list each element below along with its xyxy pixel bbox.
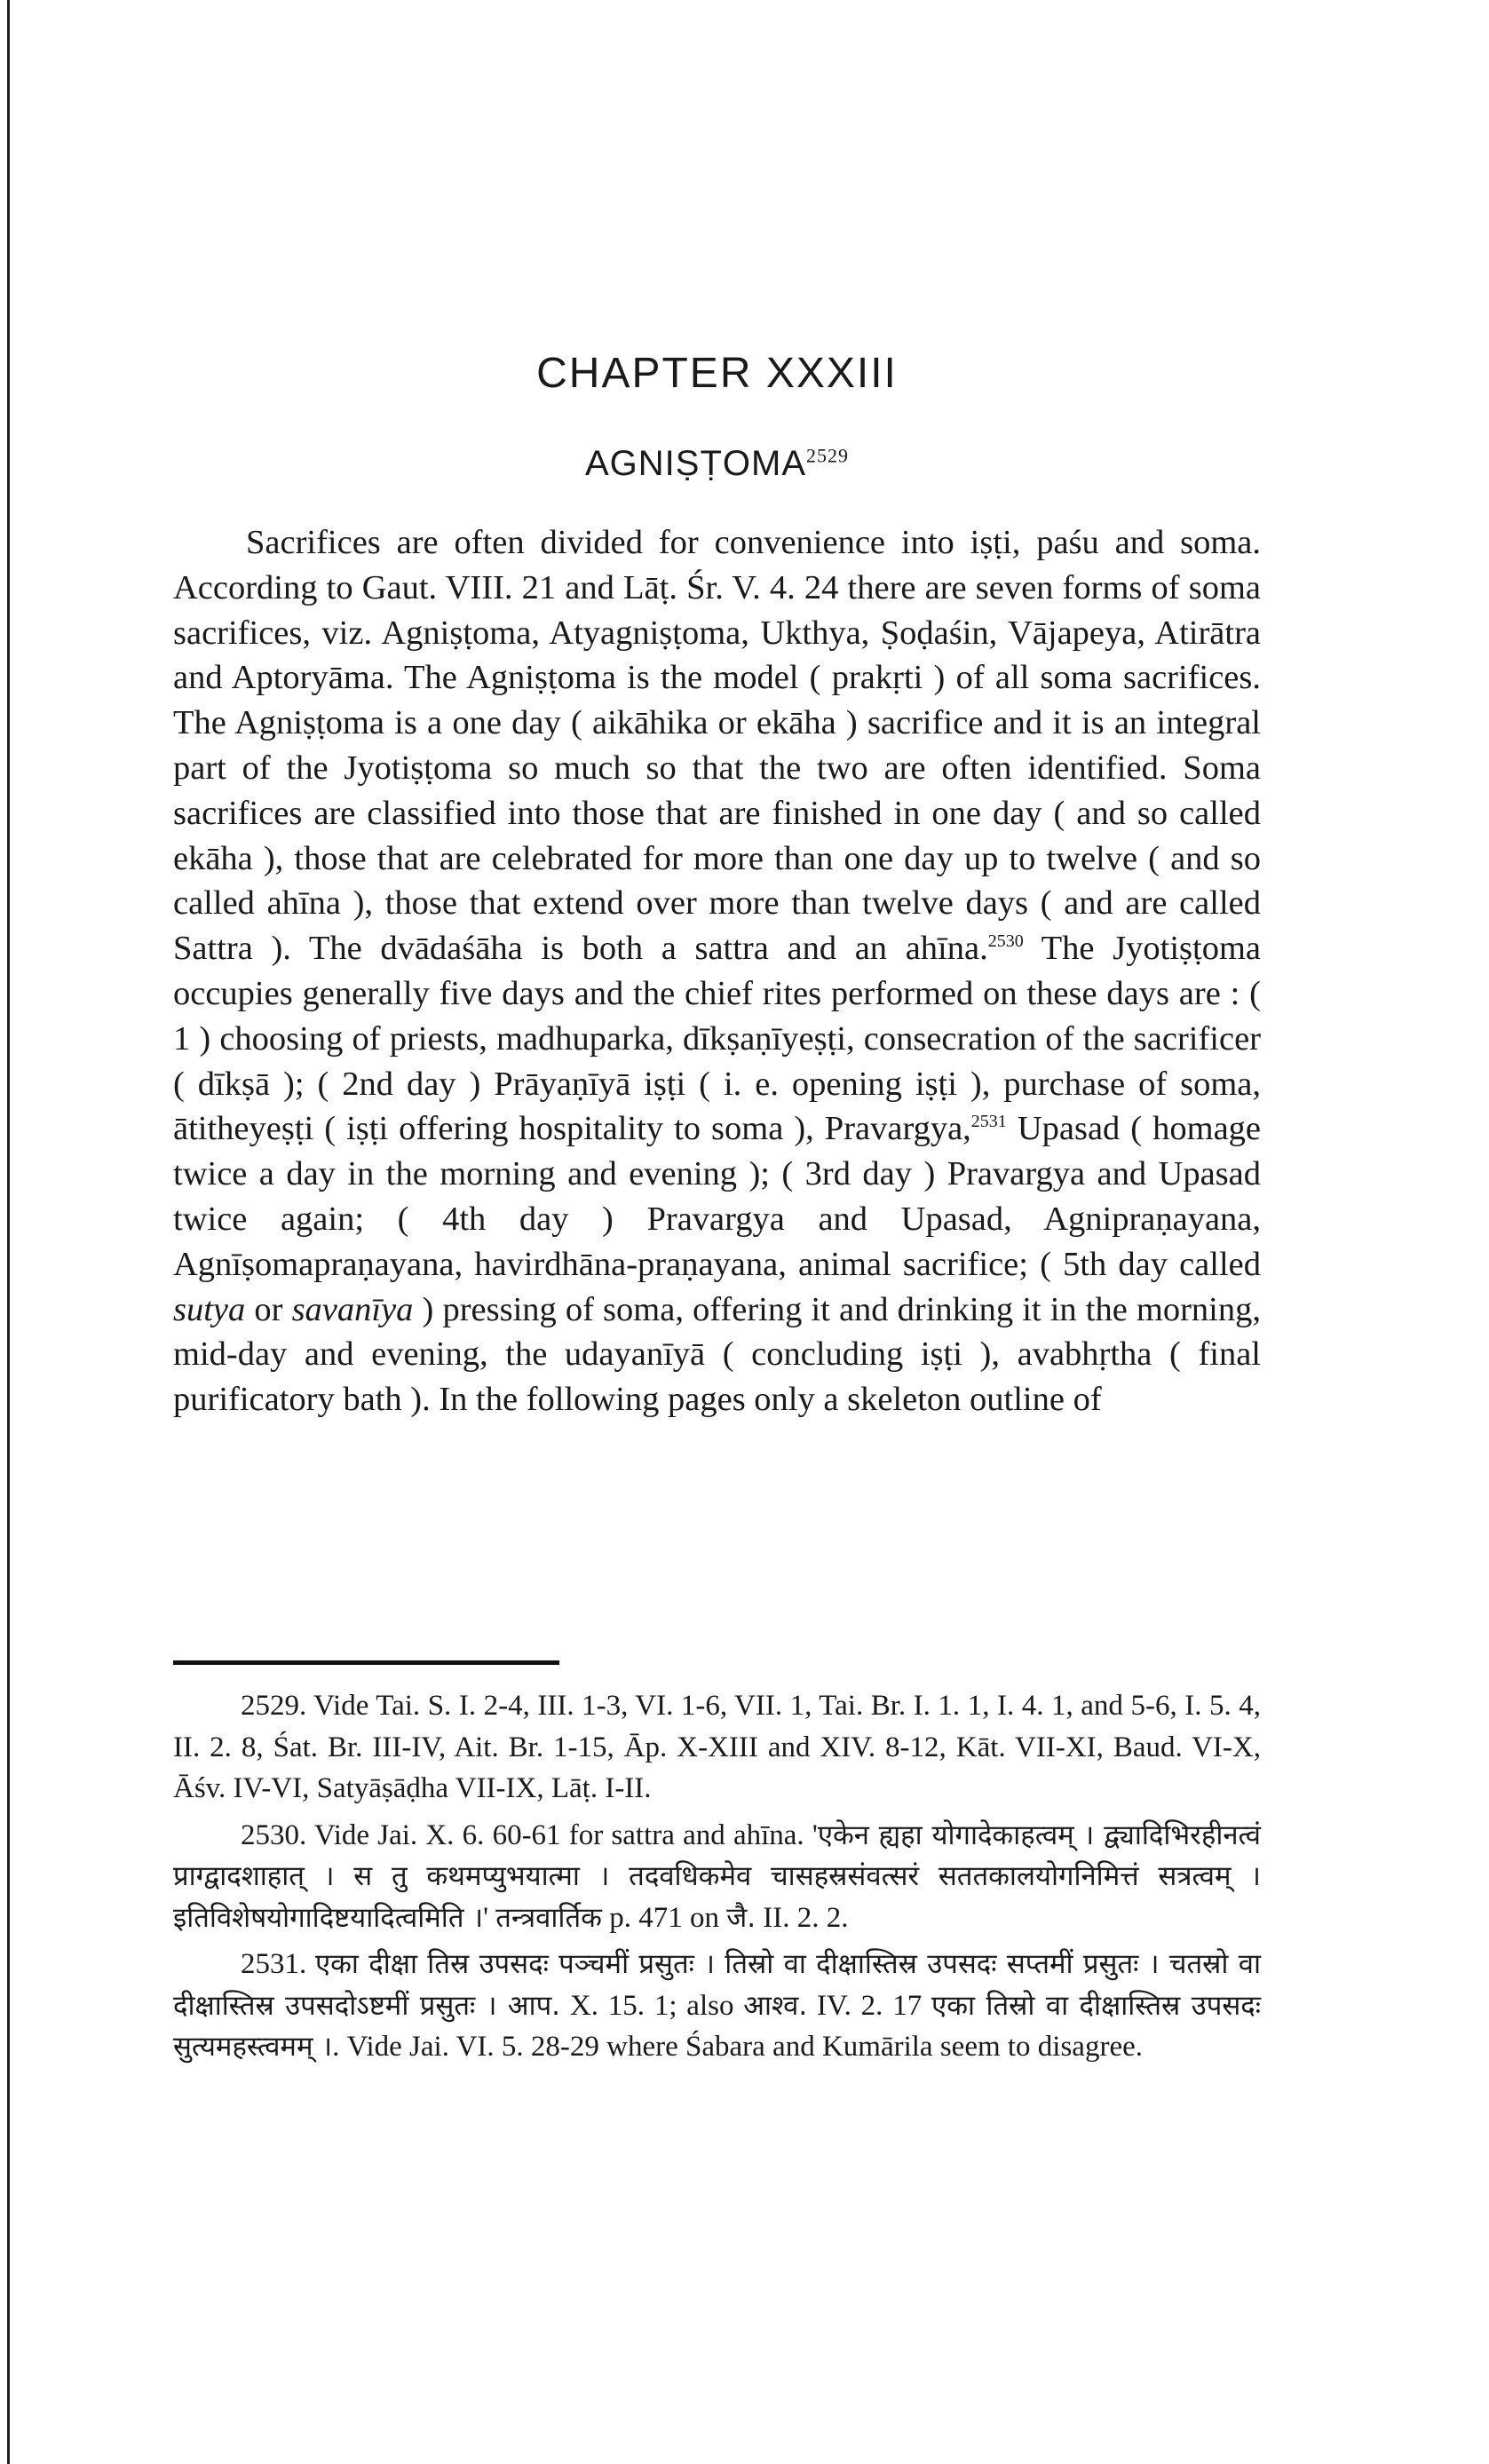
body-paragraph xyxy=(173,520,1261,1422)
footnote-2531-text-d: . Vide Jai. VI. 5. 28-29 where Śabara and Kumārila seem to disagree. xyxy=(332,2031,1143,2063)
footnote-2529 xyxy=(173,1685,1261,1810)
footnote-2530-text-d: II. 2. 2. xyxy=(756,1901,849,1934)
section-title: AGNIṢṬOMA xyxy=(584,444,807,483)
chapter-title: CHAPTER XXXIII xyxy=(536,350,898,397)
footnote-2531 xyxy=(173,1944,1261,2068)
section-footnote-ref: 2529 xyxy=(806,444,850,467)
body-text-4: or xyxy=(245,1290,292,1328)
body-text-3: Upasad ( homage twice a day in the morning and evening ); ( 3rd day ) Pravargya and Upasad twice again; ( 4th day ) Pravargya and Upasad, Agnipraṇayana, Agnīṣomapraṇayana, havirdhāna-praṇayana, animal sacrifice; ( 5th day called xyxy=(173,1110,1262,1283)
footnotes xyxy=(173,1685,1261,2073)
footnote-ref-2530: 2530 xyxy=(987,931,1024,952)
italic-sutya: sutya xyxy=(173,1290,246,1328)
footnote-2531-sanskrit-3: एका तिस्रो वा दीक्षास्तिस्र उपसदः सुत्यमहस्त्वमम् । xyxy=(173,1989,1261,2063)
body-text-1: Sacrifices are often divided for convenience into iṣṭi, paśu and soma. According to Gaut. VIII. 21 and Lāṭ. Śr. V. 4. 24 there are seven forms of soma sacrifices, viz. Agniṣṭoma, Atyagniṣṭoma, Ukthya, Ṣoḍaśin, Vājapeya, Atirātra and Aptoryāma. The Agniṣṭoma is the model ( prakṛti ) of all soma sacrifices. The Agniṣṭoma is a one day ( aikāhika or ekāha ) sacrifice and it is an integral part of the Jyotiṣṭoma so much so that the two are often identified. Soma sacrifices are classified into those that are finished in one day ( and so called ekāha ), those that are celebrated for more than one day up to twelve ( and so called ahīna ), those that extend over more than twelve days ( and are called Sattra ). The dvādaśāha is both a sattra and an ahīna. xyxy=(173,524,1261,968)
footnote-2530-text-a: 2530. Vide Jai. X. 6. 60-61 for sattra and ahīna. ' xyxy=(241,1818,818,1851)
footnote-2531-text-c: IV. 2. 17 xyxy=(807,1989,932,2022)
footnote-rule xyxy=(173,1660,559,1665)
italic-savaniya: savanīya xyxy=(291,1290,414,1328)
footnote-2531-sanskrit-2: आश्व. xyxy=(743,1989,808,2022)
body-text-2: The Jyotiṣṭoma occupies generally five days and the chief rites performed on these days are : ( 1 ) choosing of priests, madhuparka, dīkṣaṇīyeṣṭi, consecration of the sacrificer ( dīkṣā ); ( 2nd day ) Prāyaṇīyā iṣṭi ( i. e. opening iṣṭi ), purchase of soma, ātitheyeṣṭi ( iṣṭi offering hospitality to soma ), Pravargya, xyxy=(173,930,1261,1148)
footnote-2531-sanskrit: एका दीक्षा तिस्र उपसदः पञ्चमीं प्रसुतः । तिस्रो वा दीक्षास्तिस्र उपसदः सप्तमीं प्रसुतः । चतस्रो वा दीक्षास्तिस्र उपसदोऽष्टमीं प्रसुतः । आप. xyxy=(173,1948,1261,2022)
footnote-2530-sanskrit: एकेन ह्यहा योगादेकाहत्वम् । द्व्यादिभिरहीनत्वं प्राग्द्वादशाहात् । स तु कथमप्युभयात्मा । तदवधिकमेव चासहस्रसंवत्सरं सततकालयोगनिमित्तं सत्रत्वम् । इतिविशेषयोगादिष्टयादित्वमिति । xyxy=(173,1818,1261,1934)
footnote-2530-sanskrit-3: जै. xyxy=(726,1901,756,1934)
body-text-5: ) pressing of soma, offering it and drinking it in the morning, mid-day and evening, the udayanīyā ( concluding iṣṭi ), avabhṛtha ( final purificatory bath ). In the following pages only a skeleton outline of xyxy=(173,1290,1261,1419)
scan-edge-line xyxy=(7,0,10,2464)
footnote-2531-text-b: X. 15. 1; also xyxy=(560,1989,744,2022)
footnote-2530-sanskrit-2: तन्त्रवार्तिक xyxy=(495,1901,602,1934)
footnote-2529-text: 2529. Vide Tai. S. I. 2-4, III. 1-3, VI. 1-6, VII. 1, Tai. Br. I. 1. 1, I. 4. 1, and 5-6, I. 5. 4, II. 2. 8, Śat. Br. III-IV, Ait. Br. 1-15, Āp. X-XIII and XIV. 8-12, Kāt. VII-XI, Baud. VI-X, Āśv. IV-VI, Satyāṣāḍha VII-IX, Lāṭ. I-II. xyxy=(173,1690,1261,1804)
footnote-2530-text-b: ' xyxy=(483,1901,496,1934)
footnote-2530 xyxy=(173,1815,1261,1939)
footnote-ref-2531: 2531 xyxy=(970,1112,1007,1132)
section-title-wrapper xyxy=(173,444,1261,484)
footnote-2531-text-a: 2531. xyxy=(241,1948,315,1980)
footnote-2530-text-c: p. 471 on xyxy=(601,1901,727,1934)
